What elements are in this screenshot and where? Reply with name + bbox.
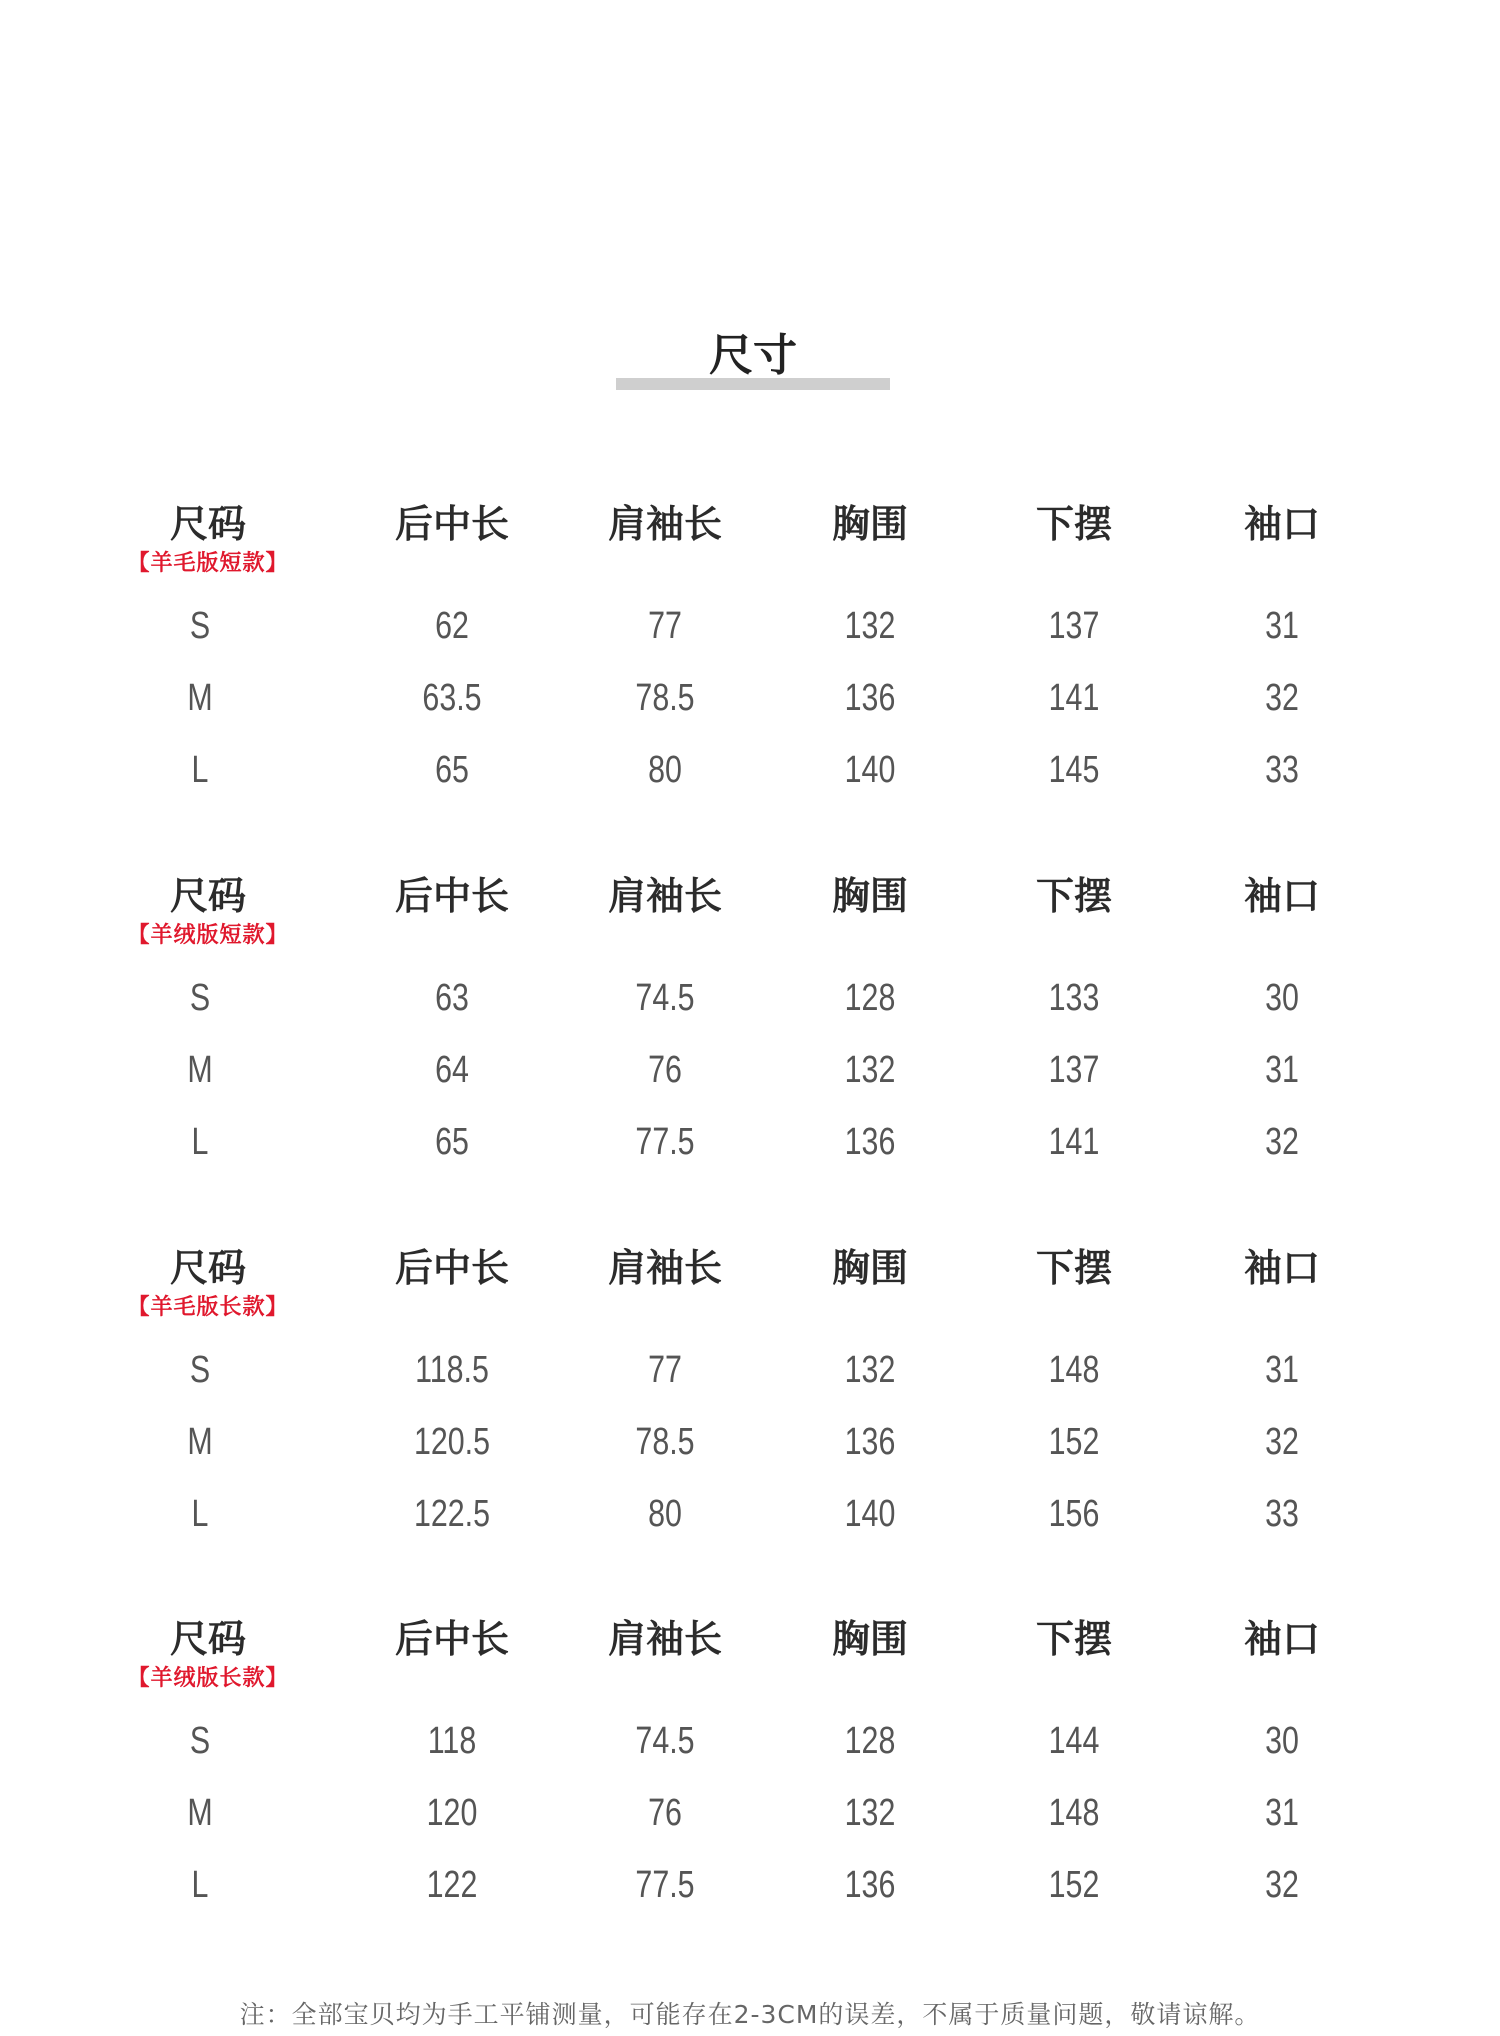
cuff-cell: 32 [1265, 677, 1299, 719]
sleeve-length-cell: 77 [648, 605, 682, 647]
cuff-cell: 30 [1265, 1720, 1299, 1762]
size-cell: L [191, 749, 209, 791]
back-length-cell: 120.5 [413, 1421, 491, 1463]
chest-cell: 140 [844, 1493, 896, 1535]
back-length-cell: 63 [435, 977, 469, 1019]
sleeve-length-cell: 74.5 [635, 1720, 695, 1762]
sleeve-length-cell: 77 [648, 1349, 682, 1391]
size-cell: S [189, 1349, 211, 1391]
size-cell: S [189, 605, 211, 647]
variant-label: 【羊绒版短款】 [127, 923, 289, 948]
size-header: 尺码 [169, 1246, 247, 1290]
back-length-header: 后中长 [394, 1617, 510, 1661]
hem-cell: 152 [1048, 1421, 1100, 1463]
sleeve-length-cell: 77.5 [635, 1864, 695, 1906]
size-cell: M [187, 1792, 213, 1834]
size-header: 尺码 [169, 874, 247, 918]
back-length-cell: 62 [435, 605, 469, 647]
sleeve-length-cell: 78.5 [635, 1421, 695, 1463]
cuff-cell: 33 [1265, 749, 1299, 791]
sleeve-length-cell: 80 [648, 749, 682, 791]
size-header: 尺码 [169, 502, 247, 546]
sleeve-length-header: 肩袖长 [607, 1246, 723, 1290]
hem-header: 下摆 [1035, 1617, 1113, 1661]
cuff-cell: 33 [1265, 1493, 1299, 1535]
size-cell: S [189, 977, 211, 1019]
chest-header: 胸围 [831, 1617, 909, 1661]
chest-cell: 132 [844, 605, 896, 647]
cuff-cell: 31 [1265, 1049, 1299, 1091]
hem-cell: 145 [1048, 749, 1100, 791]
hem-cell: 148 [1048, 1349, 1100, 1391]
back-length-cell: 122.5 [413, 1493, 491, 1535]
size-cell: M [187, 677, 213, 719]
chest-cell: 136 [844, 677, 896, 719]
size-cell: L [191, 1121, 209, 1163]
sleeve-length-cell: 74.5 [635, 977, 695, 1019]
page-title-block [616, 328, 890, 390]
back-length-cell: 65 [435, 1121, 469, 1163]
size-cell: L [191, 1864, 209, 1906]
back-length-header: 后中长 [394, 1246, 510, 1290]
chest-cell: 132 [844, 1049, 896, 1091]
cuff-cell: 32 [1265, 1864, 1299, 1906]
cuff-header: 袖口 [1243, 1246, 1321, 1290]
cuff-cell: 31 [1265, 1792, 1299, 1834]
size-cell: S [189, 1720, 211, 1762]
variant-label: 【羊毛版短款】 [127, 551, 289, 576]
size-cell: L [191, 1493, 209, 1535]
cuff-header: 袖口 [1243, 874, 1321, 918]
cuff-cell: 32 [1265, 1421, 1299, 1463]
chest-cell: 136 [844, 1864, 896, 1906]
variant-label: 【羊绒版长款】 [127, 1666, 289, 1691]
hem-cell: 137 [1048, 605, 1100, 647]
hem-cell: 152 [1048, 1864, 1100, 1906]
back-length-cell: 120 [426, 1792, 478, 1834]
size-header: 尺码 [169, 1617, 247, 1661]
hem-cell: 133 [1048, 977, 1100, 1019]
cuff-cell: 31 [1265, 605, 1299, 647]
cuff-cell: 32 [1265, 1121, 1299, 1163]
sleeve-length-header: 肩袖长 [607, 874, 723, 918]
chest-header: 胸围 [831, 502, 909, 546]
hem-header: 下摆 [1035, 502, 1113, 546]
sleeve-length-cell: 80 [648, 1493, 682, 1535]
page-title: 尺寸 [709, 330, 797, 381]
sleeve-length-cell: 78.5 [635, 677, 695, 719]
cuff-cell: 30 [1265, 977, 1299, 1019]
cuff-cell: 31 [1265, 1349, 1299, 1391]
chest-cell: 132 [844, 1349, 896, 1391]
chest-header: 胸围 [831, 1246, 909, 1290]
chest-header: 胸围 [831, 874, 909, 918]
hem-cell: 156 [1048, 1493, 1100, 1535]
chest-cell: 136 [844, 1421, 896, 1463]
chest-cell: 128 [844, 977, 896, 1019]
measurement-note: 注：全部宝贝均为手工平铺测量，可能存在2-3CM的误差，不属于质量问题，敬请谅解。 [239, 2000, 1261, 2029]
chest-cell: 132 [844, 1792, 896, 1834]
chest-cell: 140 [844, 749, 896, 791]
chest-cell: 136 [844, 1121, 896, 1163]
back-length-header: 后中长 [394, 874, 510, 918]
sleeve-length-header: 肩袖长 [607, 502, 723, 546]
hem-cell: 141 [1048, 1121, 1100, 1163]
sleeve-length-header: 肩袖长 [607, 1617, 723, 1661]
hem-header: 下摆 [1035, 1246, 1113, 1290]
hem-header: 下摆 [1035, 874, 1113, 918]
back-length-cell: 122 [426, 1864, 478, 1906]
back-length-cell: 118.5 [415, 1349, 489, 1391]
back-length-cell: 65 [435, 749, 469, 791]
cuff-header: 袖口 [1243, 1617, 1321, 1661]
size-cell: M [187, 1049, 213, 1091]
chest-cell: 128 [844, 1720, 896, 1762]
hem-cell: 141 [1048, 677, 1100, 719]
variant-label: 【羊毛版长款】 [127, 1295, 289, 1320]
back-length-cell: 118 [427, 1720, 477, 1762]
sleeve-length-cell: 76 [648, 1792, 682, 1834]
hem-cell: 137 [1048, 1049, 1100, 1091]
sleeve-length-cell: 76 [648, 1049, 682, 1091]
back-length-header: 后中长 [394, 502, 510, 546]
back-length-cell: 63.5 [422, 677, 482, 719]
cuff-header: 袖口 [1243, 502, 1321, 546]
back-length-cell: 64 [435, 1049, 469, 1091]
sleeve-length-cell: 77.5 [635, 1121, 695, 1163]
size-cell: M [187, 1421, 213, 1463]
hem-cell: 144 [1048, 1720, 1100, 1762]
hem-cell: 148 [1048, 1792, 1100, 1834]
